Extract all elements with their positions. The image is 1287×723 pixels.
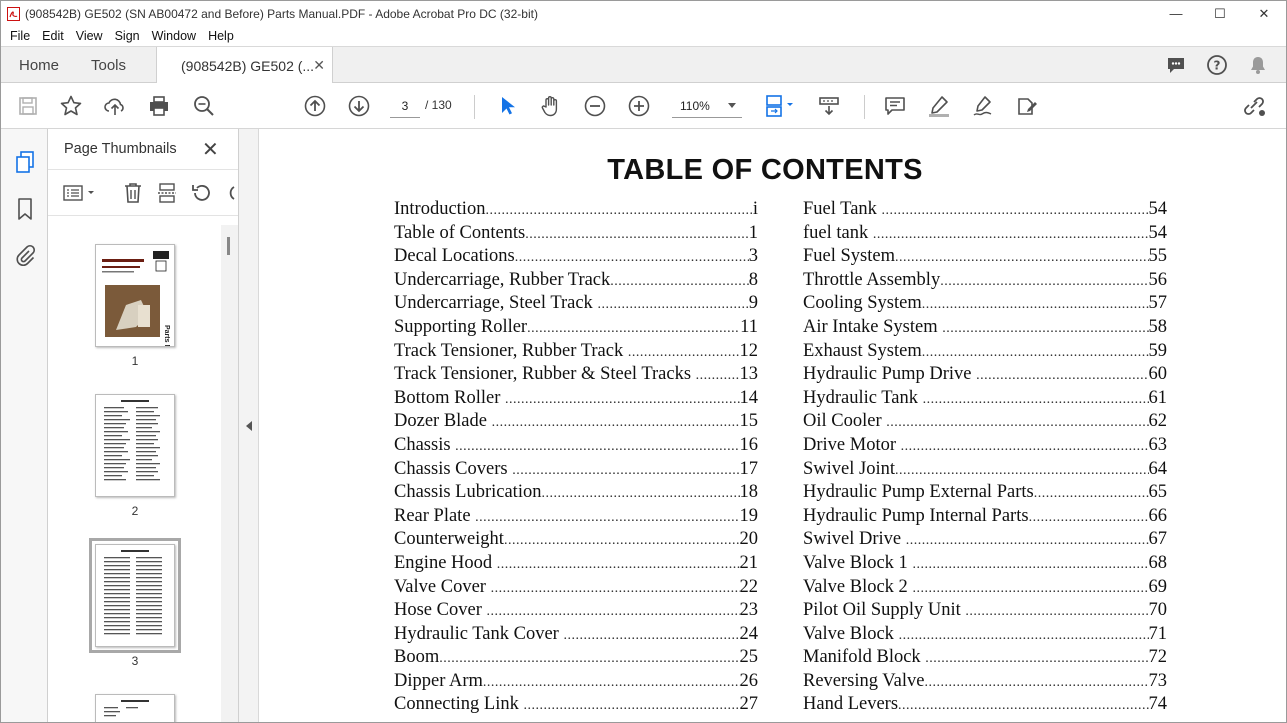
toc-entry-page: 23 xyxy=(739,600,758,621)
toc-thumbnail-image xyxy=(96,395,174,496)
toc-entry-title: Table of Contents xyxy=(394,222,526,243)
toc-leader-dots xyxy=(940,274,1148,290)
toc-entry-title: Engine Hood xyxy=(394,552,497,573)
attachment-icon[interactable] xyxy=(13,243,37,267)
tab-bar-icons xyxy=(1155,47,1286,83)
thumbnail-page-3[interactable] xyxy=(95,544,175,647)
toc-leader-dots xyxy=(922,345,1149,361)
toc-leader-dots xyxy=(439,651,739,667)
toc-entry-title: Hydraulic Pump Drive xyxy=(803,364,977,385)
menu-help[interactable]: Help xyxy=(208,29,234,43)
toc-entry-title: Pilot Oil Supply Unit xyxy=(803,600,966,621)
toc-entry[interactable] xyxy=(803,199,1167,223)
svg-text:?: ? xyxy=(1213,58,1220,73)
toc-leader-dots xyxy=(483,675,740,691)
scroll-icon[interactable] xyxy=(814,91,844,121)
toc-entry-page: 68 xyxy=(1148,552,1167,573)
toc-entry[interactable] xyxy=(803,624,1167,648)
toc-entry-title: Air Intake System xyxy=(803,316,943,337)
toc-entry[interactable] xyxy=(394,270,758,294)
bell-icon[interactable] xyxy=(1237,47,1278,83)
toc-entry[interactable] xyxy=(803,270,1167,294)
navigation-rail xyxy=(1,129,48,723)
toc-entry[interactable] xyxy=(803,553,1167,577)
toc-leader-dots xyxy=(924,675,1148,691)
pages-icon[interactable] xyxy=(13,150,37,174)
toc-entry[interactable] xyxy=(394,506,758,530)
toc-entry[interactable] xyxy=(803,411,1167,435)
toc-leader-dots xyxy=(512,463,739,479)
toc-entry-page: 66 xyxy=(1148,505,1167,526)
toc-leader-dots xyxy=(486,604,739,620)
toc-entry-title: Swivel Drive xyxy=(803,529,906,550)
toc-entry[interactable] xyxy=(803,435,1167,459)
svg-text:Parts Manual xyxy=(163,325,170,346)
thumbnail-label: 1 xyxy=(131,354,139,368)
toc-entry-page: 16 xyxy=(739,434,758,455)
toc-entry[interactable] xyxy=(394,199,758,223)
toc-leader-dots xyxy=(504,533,740,549)
toc-entry-title: Supporting Roller xyxy=(394,316,528,337)
toc-entry[interactable] xyxy=(803,223,1167,247)
toc-entry-page: 14 xyxy=(739,387,758,408)
toc-entry[interactable] xyxy=(394,671,758,695)
toc-entry-page: 21 xyxy=(739,552,758,573)
toc-entry[interactable] xyxy=(803,293,1167,317)
toc-entry-page: 59 xyxy=(1148,340,1167,361)
thumbnail-label: 3 xyxy=(131,654,139,668)
toc-entry[interactable] xyxy=(803,482,1167,506)
thumbnail-label: 2 xyxy=(131,504,139,518)
toc-entry[interactable] xyxy=(803,364,1167,388)
toc-entry[interactable] xyxy=(803,506,1167,530)
toc-leader-dots xyxy=(882,203,1149,219)
toc-entry-page: 13 xyxy=(739,364,758,385)
toc-leader-dots xyxy=(925,651,1148,667)
toc-entry[interactable] xyxy=(803,529,1167,553)
thumbnail-page-4[interactable] xyxy=(95,694,175,723)
toc-leader-dots xyxy=(873,227,1149,243)
toc-leader-dots xyxy=(942,321,1148,337)
document-view[interactable] xyxy=(260,129,1286,723)
zoom-out-icon[interactable] xyxy=(580,91,610,121)
toc-leader-dots xyxy=(912,581,1148,597)
zoom-level-select[interactable] xyxy=(672,94,742,118)
toc-entry-page: 57 xyxy=(1148,293,1167,314)
close-panel-icon[interactable]: ✕ xyxy=(202,139,219,161)
toc-entry-page: 71 xyxy=(1148,623,1167,644)
title-bar xyxy=(1,1,1286,26)
toc-entry[interactable] xyxy=(394,388,758,412)
toc-leader-dots xyxy=(628,345,740,361)
toc-leader-dots xyxy=(965,604,1148,620)
toc-entry-title: Fuel System xyxy=(803,246,895,267)
toc-leader-dots xyxy=(525,227,748,243)
toc-entry-page: 65 xyxy=(1148,482,1167,503)
options-menu-icon[interactable] xyxy=(62,181,98,205)
toc-entry-title: Dipper Arm xyxy=(394,670,483,691)
tab-document[interactable] xyxy=(156,47,333,84)
toc-leader-dots xyxy=(610,274,748,290)
toc-entry-page: 3 xyxy=(748,246,758,267)
close-tab-icon[interactable]: ✕ xyxy=(313,57,325,73)
toc-entry-page: 73 xyxy=(1148,670,1167,691)
toc-entry-page: 67 xyxy=(1148,529,1167,550)
toc-entry-title: Hydraulic Tank xyxy=(803,387,923,408)
toc-entry-page: 18 xyxy=(739,482,758,503)
thumbnail-page-1[interactable] xyxy=(95,244,175,347)
toc-entry-title: Exhaust System xyxy=(803,340,922,361)
toc-leader-dots xyxy=(901,439,1149,455)
toc-entry-title: Track Tensioner, Rubber Track xyxy=(394,340,628,361)
toc-entry-page: 69 xyxy=(1148,576,1167,597)
toc-entry[interactable] xyxy=(394,553,758,577)
toc-leader-dots xyxy=(497,557,740,573)
toc-entry-page: 54 xyxy=(1148,222,1167,243)
toc-entry-title: Fuel Tank xyxy=(803,199,882,219)
thumbnail-list xyxy=(48,217,221,723)
toc-entry-title: Bottom Roller xyxy=(394,387,505,408)
menu-file[interactable]: File xyxy=(10,29,31,43)
toc-entry[interactable] xyxy=(803,388,1167,412)
toc-entry[interactable] xyxy=(803,577,1167,601)
toc-entry-title: Undercarriage, Steel Track xyxy=(394,293,598,314)
star-icon[interactable] xyxy=(56,91,86,121)
toc-leader-dots xyxy=(899,628,1149,644)
toc-leader-dots xyxy=(563,628,739,644)
tab-home[interactable]: Home xyxy=(19,56,60,74)
toc-entry[interactable] xyxy=(394,600,758,624)
toc-entry-title: Manifold Block xyxy=(803,647,926,668)
toc-entry-page: 9 xyxy=(748,293,758,314)
toc-entry-page: 25 xyxy=(739,647,758,668)
toc-entry-title: Rear Plate xyxy=(394,505,476,526)
page-number-input[interactable]: 3 xyxy=(390,94,420,118)
chevron-down-icon xyxy=(728,103,736,108)
toc-entry-page: 74 xyxy=(1148,694,1167,715)
sign-icon[interactable] xyxy=(968,91,998,121)
share-link-icon[interactable] xyxy=(1239,91,1269,121)
toc-entry[interactable] xyxy=(394,529,758,553)
close-window-button[interactable]: ✕ xyxy=(1258,5,1270,21)
toc-entry-page: 11 xyxy=(740,316,758,337)
toc-entry-page: 17 xyxy=(739,458,758,479)
pdf-icon xyxy=(7,7,20,21)
toc-leader-dots xyxy=(1034,486,1149,502)
toc-entry[interactable] xyxy=(803,459,1167,483)
toc-entry-page: 56 xyxy=(1148,269,1167,290)
chat-icon[interactable] xyxy=(1155,47,1196,83)
menu-sign[interactable]: Sign xyxy=(114,29,140,43)
page-down-icon[interactable] xyxy=(344,91,374,121)
toc-entry-title: Chassis Lubrication xyxy=(394,482,542,503)
toc-entry-page: 20 xyxy=(739,529,758,550)
rotate-icon[interactable] xyxy=(189,181,213,205)
toc-entry-title: Valve Cover xyxy=(394,576,491,597)
toc-entry-page: 64 xyxy=(1148,458,1167,479)
toc-entry[interactable] xyxy=(803,694,1167,718)
toc-entry-page: 27 xyxy=(739,694,758,715)
toc-entry-title: Valve Block 2 xyxy=(803,576,913,597)
thumbnail-page-2[interactable] xyxy=(95,394,175,497)
page-heading: TABLE OF CONTENTS xyxy=(607,154,923,186)
toc-entry[interactable] xyxy=(394,459,758,483)
toc-right-column xyxy=(803,199,1167,718)
toc-entry[interactable] xyxy=(394,435,758,459)
toc-entry[interactable] xyxy=(803,246,1167,270)
toc-thumbnail-image xyxy=(96,695,174,723)
panel-collapse-handle[interactable] xyxy=(239,129,259,723)
maximize-button[interactable]: ☐ xyxy=(1214,5,1226,21)
toc-entry-page: 12 xyxy=(739,340,758,361)
tab-document-label: (908542B) GE502 (... xyxy=(181,57,315,74)
toc-entry-page: 8 xyxy=(748,269,758,290)
tab-bar xyxy=(1,46,1286,83)
toc-leader-dots xyxy=(492,415,740,431)
save-icon[interactable] xyxy=(13,91,43,121)
toc-leader-dots xyxy=(485,203,752,219)
toc-entry-title: Throttle Assembly xyxy=(803,269,941,290)
toc-entry-page: 26 xyxy=(739,670,758,691)
toc-entry[interactable] xyxy=(394,694,758,718)
toc-entry[interactable] xyxy=(394,317,758,341)
thumbnail-scrollbar[interactable] xyxy=(221,225,238,723)
toc-leader-dots xyxy=(976,368,1148,384)
toc-entry-title: Drive Motor xyxy=(803,434,901,455)
toc-entry[interactable] xyxy=(803,341,1167,365)
window-title: (908542B) GE502 (SN AB00472 and Before) Parts Manual.PDF - Adobe Acrobat Pro DC (32-bit) xyxy=(25,6,538,21)
toc-entry[interactable] xyxy=(803,600,1167,624)
toolbar-divider xyxy=(864,95,865,119)
toc-entry[interactable] xyxy=(394,341,758,365)
toc-entry-page: 63 xyxy=(1148,434,1167,455)
print-icon[interactable] xyxy=(144,91,174,121)
toc-entry-title: Swivel Joint xyxy=(803,458,895,479)
search-zoom-icon[interactable] xyxy=(189,91,219,121)
toc-entry-title: Hydraulic Pump External Parts xyxy=(803,482,1034,503)
toc-entry-title: Hydraulic Tank Cover xyxy=(394,623,564,644)
toc-entry-title: Boom xyxy=(394,647,440,668)
toc-leader-dots xyxy=(886,415,1148,431)
toc-entry[interactable] xyxy=(803,647,1167,671)
page-thumbnails-panel xyxy=(48,129,239,723)
toc-entry-title: Oil Cooler xyxy=(803,411,887,432)
upload-icon[interactable] xyxy=(100,91,130,121)
toc-entry-title: Hydraulic Pump Internal Parts xyxy=(803,505,1029,526)
toc-leader-dots xyxy=(1029,510,1149,526)
delete-page-icon[interactable] xyxy=(121,181,145,205)
toc-leader-dots xyxy=(505,392,740,408)
toc-entry-page: 24 xyxy=(739,623,758,644)
toc-entry-page: 61 xyxy=(1148,387,1167,408)
toc-entry[interactable] xyxy=(803,317,1167,341)
toc-leader-dots xyxy=(906,533,1149,549)
thumbnail-tools xyxy=(48,169,238,216)
tab-tools[interactable]: Tools xyxy=(91,56,127,74)
toc-entry-page: 55 xyxy=(1148,246,1167,267)
toc-entry[interactable] xyxy=(394,246,758,270)
toc-entry-title: Dozer Blade xyxy=(394,411,492,432)
toc-leader-dots xyxy=(475,510,739,526)
bookmark-icon[interactable] xyxy=(13,197,37,221)
menu-view[interactable]: View xyxy=(75,29,103,43)
toc-entry-title: Counterweight xyxy=(394,529,504,550)
comment-icon[interactable] xyxy=(880,91,910,121)
toc-entry-title: Decal Locations xyxy=(394,246,515,267)
toc-entry-title: Introduction xyxy=(394,199,486,219)
extract-page-icon[interactable] xyxy=(155,181,179,205)
toc-leader-dots xyxy=(895,463,1149,479)
toc-entry-title: Hand Levers xyxy=(803,694,899,715)
help-icon[interactable] xyxy=(1196,47,1237,83)
toc-entry[interactable] xyxy=(803,671,1167,695)
toc-leader-dots xyxy=(515,250,749,266)
toc-entry[interactable] xyxy=(394,364,758,388)
scrollbar-thumb[interactable] xyxy=(227,237,230,255)
window-controls xyxy=(1154,1,1286,26)
toc-leader-dots xyxy=(455,439,739,455)
fill-sign-icon[interactable] xyxy=(1012,91,1042,121)
toc-leader-dots xyxy=(491,581,740,597)
toc-entry-page: 70 xyxy=(1148,600,1167,621)
toc-leader-dots xyxy=(541,486,739,502)
toc-leader-dots xyxy=(912,557,1148,573)
toc-entry[interactable] xyxy=(394,223,758,247)
toc-leader-dots xyxy=(527,321,740,337)
toc-entry-title: Chassis Covers xyxy=(394,458,513,479)
toc-entry-page: 1 xyxy=(748,222,758,243)
toc-thumbnail-image xyxy=(96,545,174,646)
toolbar-divider xyxy=(474,95,475,119)
toc-entry-page: 62 xyxy=(1148,411,1167,432)
fit-page-icon[interactable] xyxy=(761,91,799,121)
toc-entry-page: 58 xyxy=(1148,316,1167,337)
minimize-button[interactable]: — xyxy=(1169,6,1183,21)
toc-entry-title: Chassis xyxy=(394,434,456,455)
toc-entry[interactable] xyxy=(394,411,758,435)
zoom-in-icon[interactable] xyxy=(624,91,654,121)
page-total: / 130 xyxy=(425,98,452,112)
collapse-arrow-icon xyxy=(246,421,252,431)
toc-entry-title: Hose Cover xyxy=(394,600,487,621)
toc-leader-dots xyxy=(895,250,1149,266)
toc-leader-dots xyxy=(597,297,748,313)
toc-entry-title: Track Tensioner, Rubber & Steel Tracks xyxy=(394,364,696,385)
menu-window[interactable]: Window xyxy=(151,29,197,43)
toc-entry-page: 54 xyxy=(1148,199,1167,219)
toc-leader-dots xyxy=(696,368,740,384)
cover-thumbnail-image xyxy=(96,245,174,346)
toc-entry-title: Valve Block 1 xyxy=(803,552,913,573)
toc-entry-page: 60 xyxy=(1148,364,1167,385)
menu-bar xyxy=(1,26,1286,46)
hand-icon[interactable] xyxy=(536,91,566,121)
toc-entry[interactable] xyxy=(394,647,758,671)
page-up-icon[interactable] xyxy=(300,91,330,121)
toc-entry-title: fuel tank xyxy=(803,222,873,243)
menu-edit[interactable]: Edit xyxy=(42,29,64,43)
toc-entry-title: Undercarriage, Rubber Track xyxy=(394,269,611,290)
toc-entry-title: Reversing Valve xyxy=(803,670,925,691)
select-arrow-icon[interactable] xyxy=(492,91,522,121)
toc-entry[interactable] xyxy=(394,577,758,601)
toc-entry-page: i xyxy=(752,199,758,219)
toc-entry-page: 19 xyxy=(739,505,758,526)
toc-entry-title: Cooling System xyxy=(803,293,922,314)
toc-entry[interactable] xyxy=(394,624,758,648)
toc-entry-page: 22 xyxy=(739,576,758,597)
toc-entry-title: Connecting Link xyxy=(394,694,524,715)
toc-leader-dots xyxy=(923,392,1149,408)
more-tools-icon[interactable] xyxy=(220,181,238,205)
panel-title: Page Thumbnails xyxy=(64,141,177,157)
toc-entry-page: 15 xyxy=(739,411,758,432)
toc-left-column xyxy=(394,199,758,718)
toc-leader-dots xyxy=(922,297,1149,313)
toc-entry[interactable] xyxy=(394,293,758,317)
toc-leader-dots xyxy=(898,698,1148,714)
toc-entry[interactable] xyxy=(394,482,758,506)
highlight-icon[interactable] xyxy=(924,91,954,121)
toc-entry-page: 72 xyxy=(1148,647,1167,668)
toc-entry-title: Valve Block xyxy=(803,623,899,644)
zoom-level-value: 110% xyxy=(680,98,710,113)
toc-leader-dots xyxy=(523,698,739,714)
main-toolbar xyxy=(1,83,1286,129)
